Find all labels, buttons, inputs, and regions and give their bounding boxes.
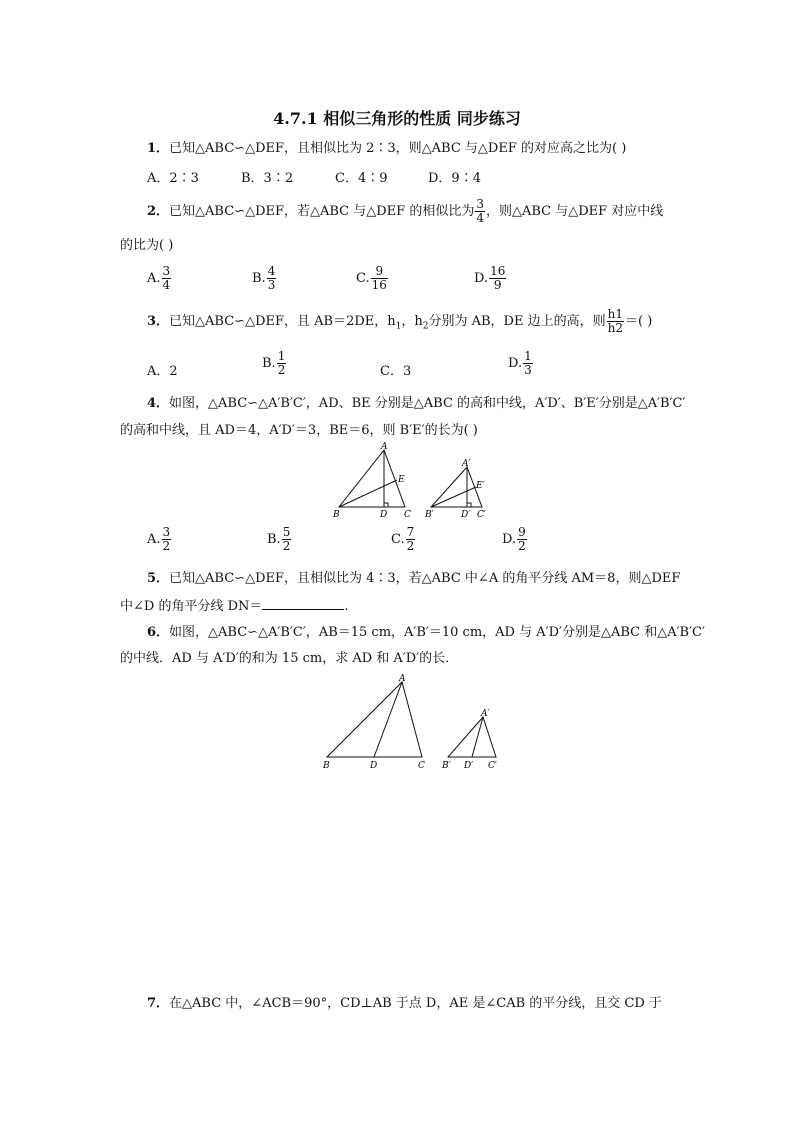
label-d2: D′ [464,761,474,771]
label-b2: B′ [442,761,451,771]
question-text: 的比为( ) [120,238,174,253]
label-a2: A′ [462,459,471,469]
question-4 [147,396,685,412]
option-a: A. $\frac{3}{2}$ [147,525,171,553]
question-text: 已知△ABC∽△DEF，且相似比为 2∶3，则△ABC 与△DEF 的对应高之比为( ) [169,141,627,156]
question-1 [147,141,626,157]
triangle-abc [327,682,422,757]
option-c: C. $\frac{9}{16}$ [356,264,387,292]
fraction: $\frac{3}{4}$ [476,197,484,225]
question-text: ，则△ABC 与△DEF 对应中线 [485,204,664,219]
answer-blank[interactable] [262,597,344,610]
question-number: 4． [147,396,170,411]
label-a: A [399,674,406,684]
page-title: 4.7.1 相似三角形的性质 同步练习 [273,109,521,128]
question-text: 中∠D 的角平分线 DN＝ . [120,599,349,614]
label-c2: C′ [488,761,497,771]
label-c: C [404,510,411,520]
question-6 [147,625,705,641]
label-d: D [370,761,378,771]
label-b: B [323,761,330,771]
question-text: 的高和中线，且 AD＝4，A′D′＝3，BE＝6，则 B′E′的长为( ) [120,423,478,438]
option-a: A. $\frac{3}{4}$ [147,264,171,292]
label-c: C [418,761,425,771]
option-c: C．3 [380,364,412,379]
triangle-a2b2c2 [448,717,496,757]
option-d: D．9∶4 [428,171,481,186]
median-ad [374,682,402,757]
right-angle-mark [467,503,471,507]
question-text: 如图，△ABC∽△A′B′C′，AB＝15 cm，A′B′＝10 cm，AD 与 A′D′分别是△ABC 和△A′B′C′ [169,625,705,640]
question-3: 3．已知△ABC∽△DEF，且 AB＝2DE，$h_1$，$h_2$分别为 AB，DE 边上的高，则 $\frac{h1}{h2}$ ＝( ) [147,307,653,335]
question-text: 已知△ABC∽△DEF，且相似比为 4∶3，若△ABC 中∠A 的角平分线 AM＝8，则△DEF [169,571,681,586]
option-b: B．3∶2 [241,171,294,186]
question-number: 1． [147,141,170,156]
figure-q4 [325,440,505,522]
figure-q6 [318,672,508,774]
question-text: 已知△ABC∽△DEF，若△ABC 与△DEF 的相似比为 [169,204,475,219]
triangle-abc [339,450,405,507]
option-b: B. $\frac{5}{2}$ [267,525,291,553]
option-b: B. $\frac{4}{3}$ [252,264,276,292]
label-c2: C′ [477,510,486,520]
label-b: B [333,510,340,520]
question-5 [147,571,680,587]
option-b: B. $\frac{1}{2}$ [262,349,286,377]
median-b2e2 [431,487,476,507]
option-a: A．2∶3 [147,171,199,186]
label-d2: D′ [461,510,471,520]
label-a: A [381,442,388,452]
option-d: D. $\frac{16}{9}$ [474,264,506,292]
option-d: D. $\frac{9}{2}$ [502,525,526,553]
label-b2: B′ [425,510,434,520]
option-a: A．2 [147,364,178,379]
question-number: 3． [147,314,170,329]
triangle-a2b2c2 [431,467,482,507]
question-7 [147,996,662,1012]
option-d: D. $\frac{1}{3}$ [508,349,532,377]
label-d: D [380,510,388,520]
question-text: 已知△ABC∽△DEF，且 AB＝2DE，h [169,314,396,329]
label-a2: A′ [481,709,490,719]
question-text: 在△ABC 中，∠ACB＝90°，CD⊥AB 于点 D，AE 是∠CAB 的平分线，且交 CD 于 [169,996,662,1011]
question-number: 6． [147,625,170,640]
question-text: 的中线．AD 与 A′D′的和为 15 cm，求 AD 和 A′D′的长． [120,651,459,666]
question-number: 5． [147,571,170,586]
fraction: $\frac{h1}{h2}$ [607,307,623,335]
label-e: E [398,475,405,485]
question-text: 如图，△ABC∽△A′B′C′，AD、BE 分别是△ABC 的高和中线，A′D′、B′E′分别是△A′B′C′ [169,396,686,411]
option-c: C. $\frac{7}{2}$ [391,525,415,553]
right-angle-mark [384,503,388,507]
question-number: 2． [147,204,170,219]
label-e2: E′ [476,481,485,491]
question-number: 7． [147,996,170,1011]
question-2 [147,196,663,228]
option-c: C．4∶9 [335,171,388,186]
